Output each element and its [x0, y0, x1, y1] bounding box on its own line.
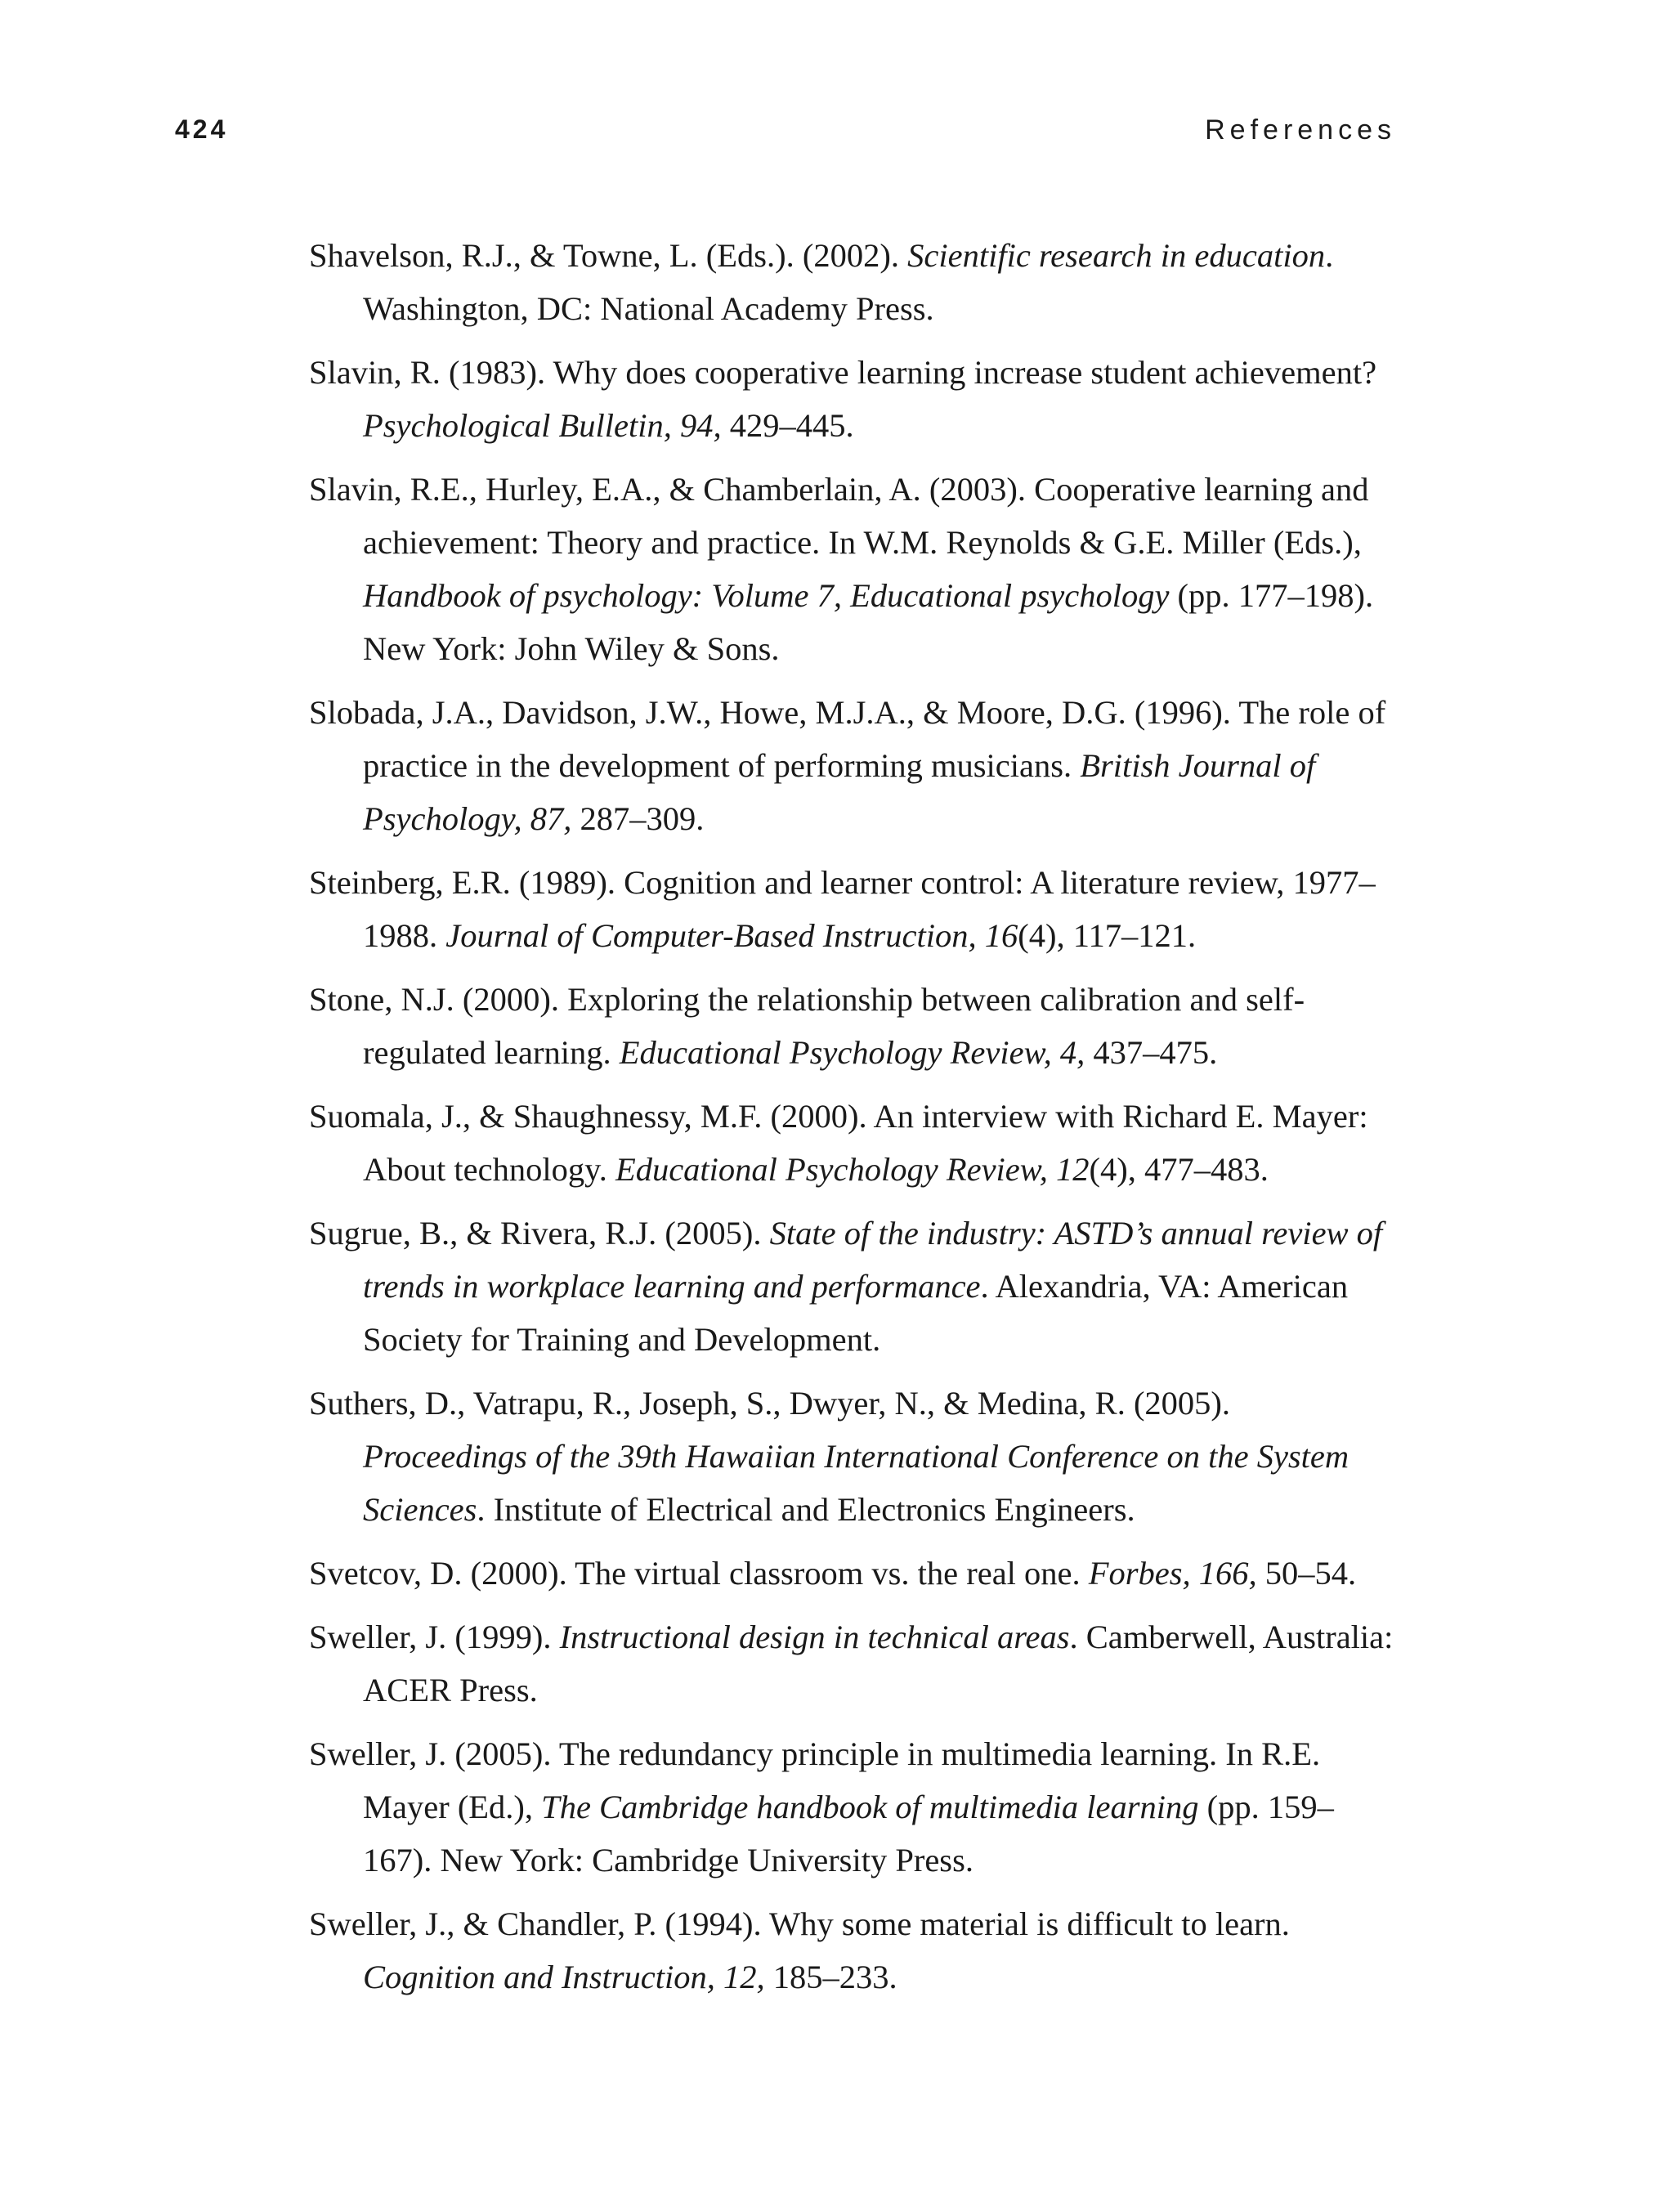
reference-italic-segment: Proceedings of the 39th Hawaiian International Conference on the System Sciences — [363, 1438, 1349, 1528]
reference-text-segment: Svetcov, D. (2000). The virtual classroom vs. the real one. — [309, 1555, 1089, 1592]
reference-text-segment: . Alexandria, VA: American Society for Training and Development. — [363, 1268, 1349, 1358]
reference-entry — [309, 1377, 1396, 1536]
reference-italic-segment: Cognition and Instruction, 12, — [363, 1959, 765, 1995]
reference-text-segment: (pp. 159–167). New York: Cambridge University Press. — [363, 1789, 1334, 1878]
reference-text-segment: 50–54. — [1256, 1555, 1357, 1592]
reference-entry — [309, 463, 1396, 675]
reference-text-segment: Sweller, J. (2005). The redundancy principle in multimedia learning. In R.E. Mayer (Ed.), — [309, 1735, 1321, 1825]
reference-text-segment: Steinberg, E.R. (1989). Cognition and learner control: A literature review, 1977–1988. — [309, 864, 1376, 954]
reference-text-segment: (4), 477–483. — [1089, 1151, 1269, 1188]
reference-italic-segment: Psychological Bulletin, 94, — [363, 407, 722, 444]
reference-entry — [309, 1610, 1396, 1717]
reference-text-segment: Suthers, D., Vatrapu, R., Joseph, S., Dwyer, N., & Medina, R. (2005). — [309, 1385, 1231, 1422]
reference-text-segment: Sweller, J., & Chandler, P. (1994). Why some material is difficult to learn. — [309, 1905, 1290, 1942]
reference-text-segment: . Camberwell, Australia: ACER Press. — [363, 1619, 1394, 1708]
reference-text-segment: Suomala, J., & Shaughnessy, M.F. (2000). An interview with Richard E. Mayer: About technology. — [309, 1098, 1368, 1188]
reference-entry — [309, 856, 1396, 962]
reference-entry — [309, 686, 1396, 845]
reference-text-segment: 185–233. — [764, 1959, 897, 1995]
reference-entry — [309, 1547, 1396, 1600]
reference-text-segment: 437–475. — [1085, 1034, 1218, 1071]
reference-text-segment: Stone, N.J. (2000). Exploring the relationship between calibration and self-regulated learning. — [309, 981, 1305, 1071]
reference-italic-segment: Instructional design in technical areas — [559, 1619, 1070, 1655]
reference-italic-segment: British Journal of Psychology, 87, — [363, 747, 1316, 837]
reference-text-segment: (pp. 177–198). New York: John Wiley & Sons. — [363, 577, 1374, 667]
reference-text-segment: Sweller, J. (1999). — [309, 1619, 560, 1655]
reference-italic-segment: Handbook of psychology: Volume 7, Educational psychology — [363, 577, 1170, 614]
reference-entry — [309, 1207, 1396, 1366]
reference-text-segment: . Washington, DC: National Academy Press. — [363, 237, 1334, 327]
reference-italic-segment: Journal of Computer-Based Instruction, 16 — [445, 917, 1018, 954]
reference-entry — [309, 1897, 1396, 2004]
reference-text-segment: 429–445. — [721, 407, 854, 444]
reference-italic-segment: Forbes, 166, — [1088, 1555, 1257, 1592]
reference-italic-segment: State of the industry: ASTD’s annual review of trends in workplace learning and performance — [363, 1215, 1383, 1305]
reference-text-segment: (4), 117–121. — [1018, 917, 1197, 954]
running-head: References — [1205, 114, 1396, 146]
reference-text-segment: . Institute of Electrical and Electronics Engineers. — [477, 1491, 1135, 1528]
reference-text-segment: Slavin, R. (1983). Why does cooperative learning increase student achievement? — [309, 354, 1377, 391]
reference-entry — [309, 346, 1396, 452]
reference-italic-segment: Scientific research in education — [907, 237, 1326, 274]
reference-text-segment: Shavelson, R.J., & Towne, L. (Eds.). (2002). — [309, 237, 908, 274]
reference-entry — [309, 1090, 1396, 1196]
page-number: 424 — [175, 114, 229, 144]
reference-italic-segment: Educational Psychology Review, 12 — [615, 1151, 1090, 1188]
reference-text-segment: Slavin, R.E., Hurley, E.A., & Chamberlain, A. (2003). Cooperative learning and achievement: Theory and practice. In W.M. Reynolds & G.E. Miller (Eds.), — [309, 471, 1369, 561]
reference-entry — [309, 1727, 1396, 1887]
page-header — [0, 114, 1674, 163]
reference-list — [309, 229, 1396, 2014]
reference-entry — [309, 229, 1396, 335]
reference-text-segment: Slobada, J.A., Davidson, J.W., Howe, M.J.A., & Moore, D.G. (1996). The role of practice in the development of performing musicians. — [309, 694, 1386, 784]
reference-italic-segment: Educational Psychology Review, 4, — [619, 1034, 1085, 1071]
reference-text-segment: 287–309. — [571, 800, 705, 837]
reference-text-segment: Sugrue, B., & Rivera, R.J. (2005). — [309, 1215, 770, 1252]
reference-italic-segment: The Cambridge handbook of multimedia learning — [541, 1789, 1199, 1825]
reference-entry — [309, 973, 1396, 1079]
